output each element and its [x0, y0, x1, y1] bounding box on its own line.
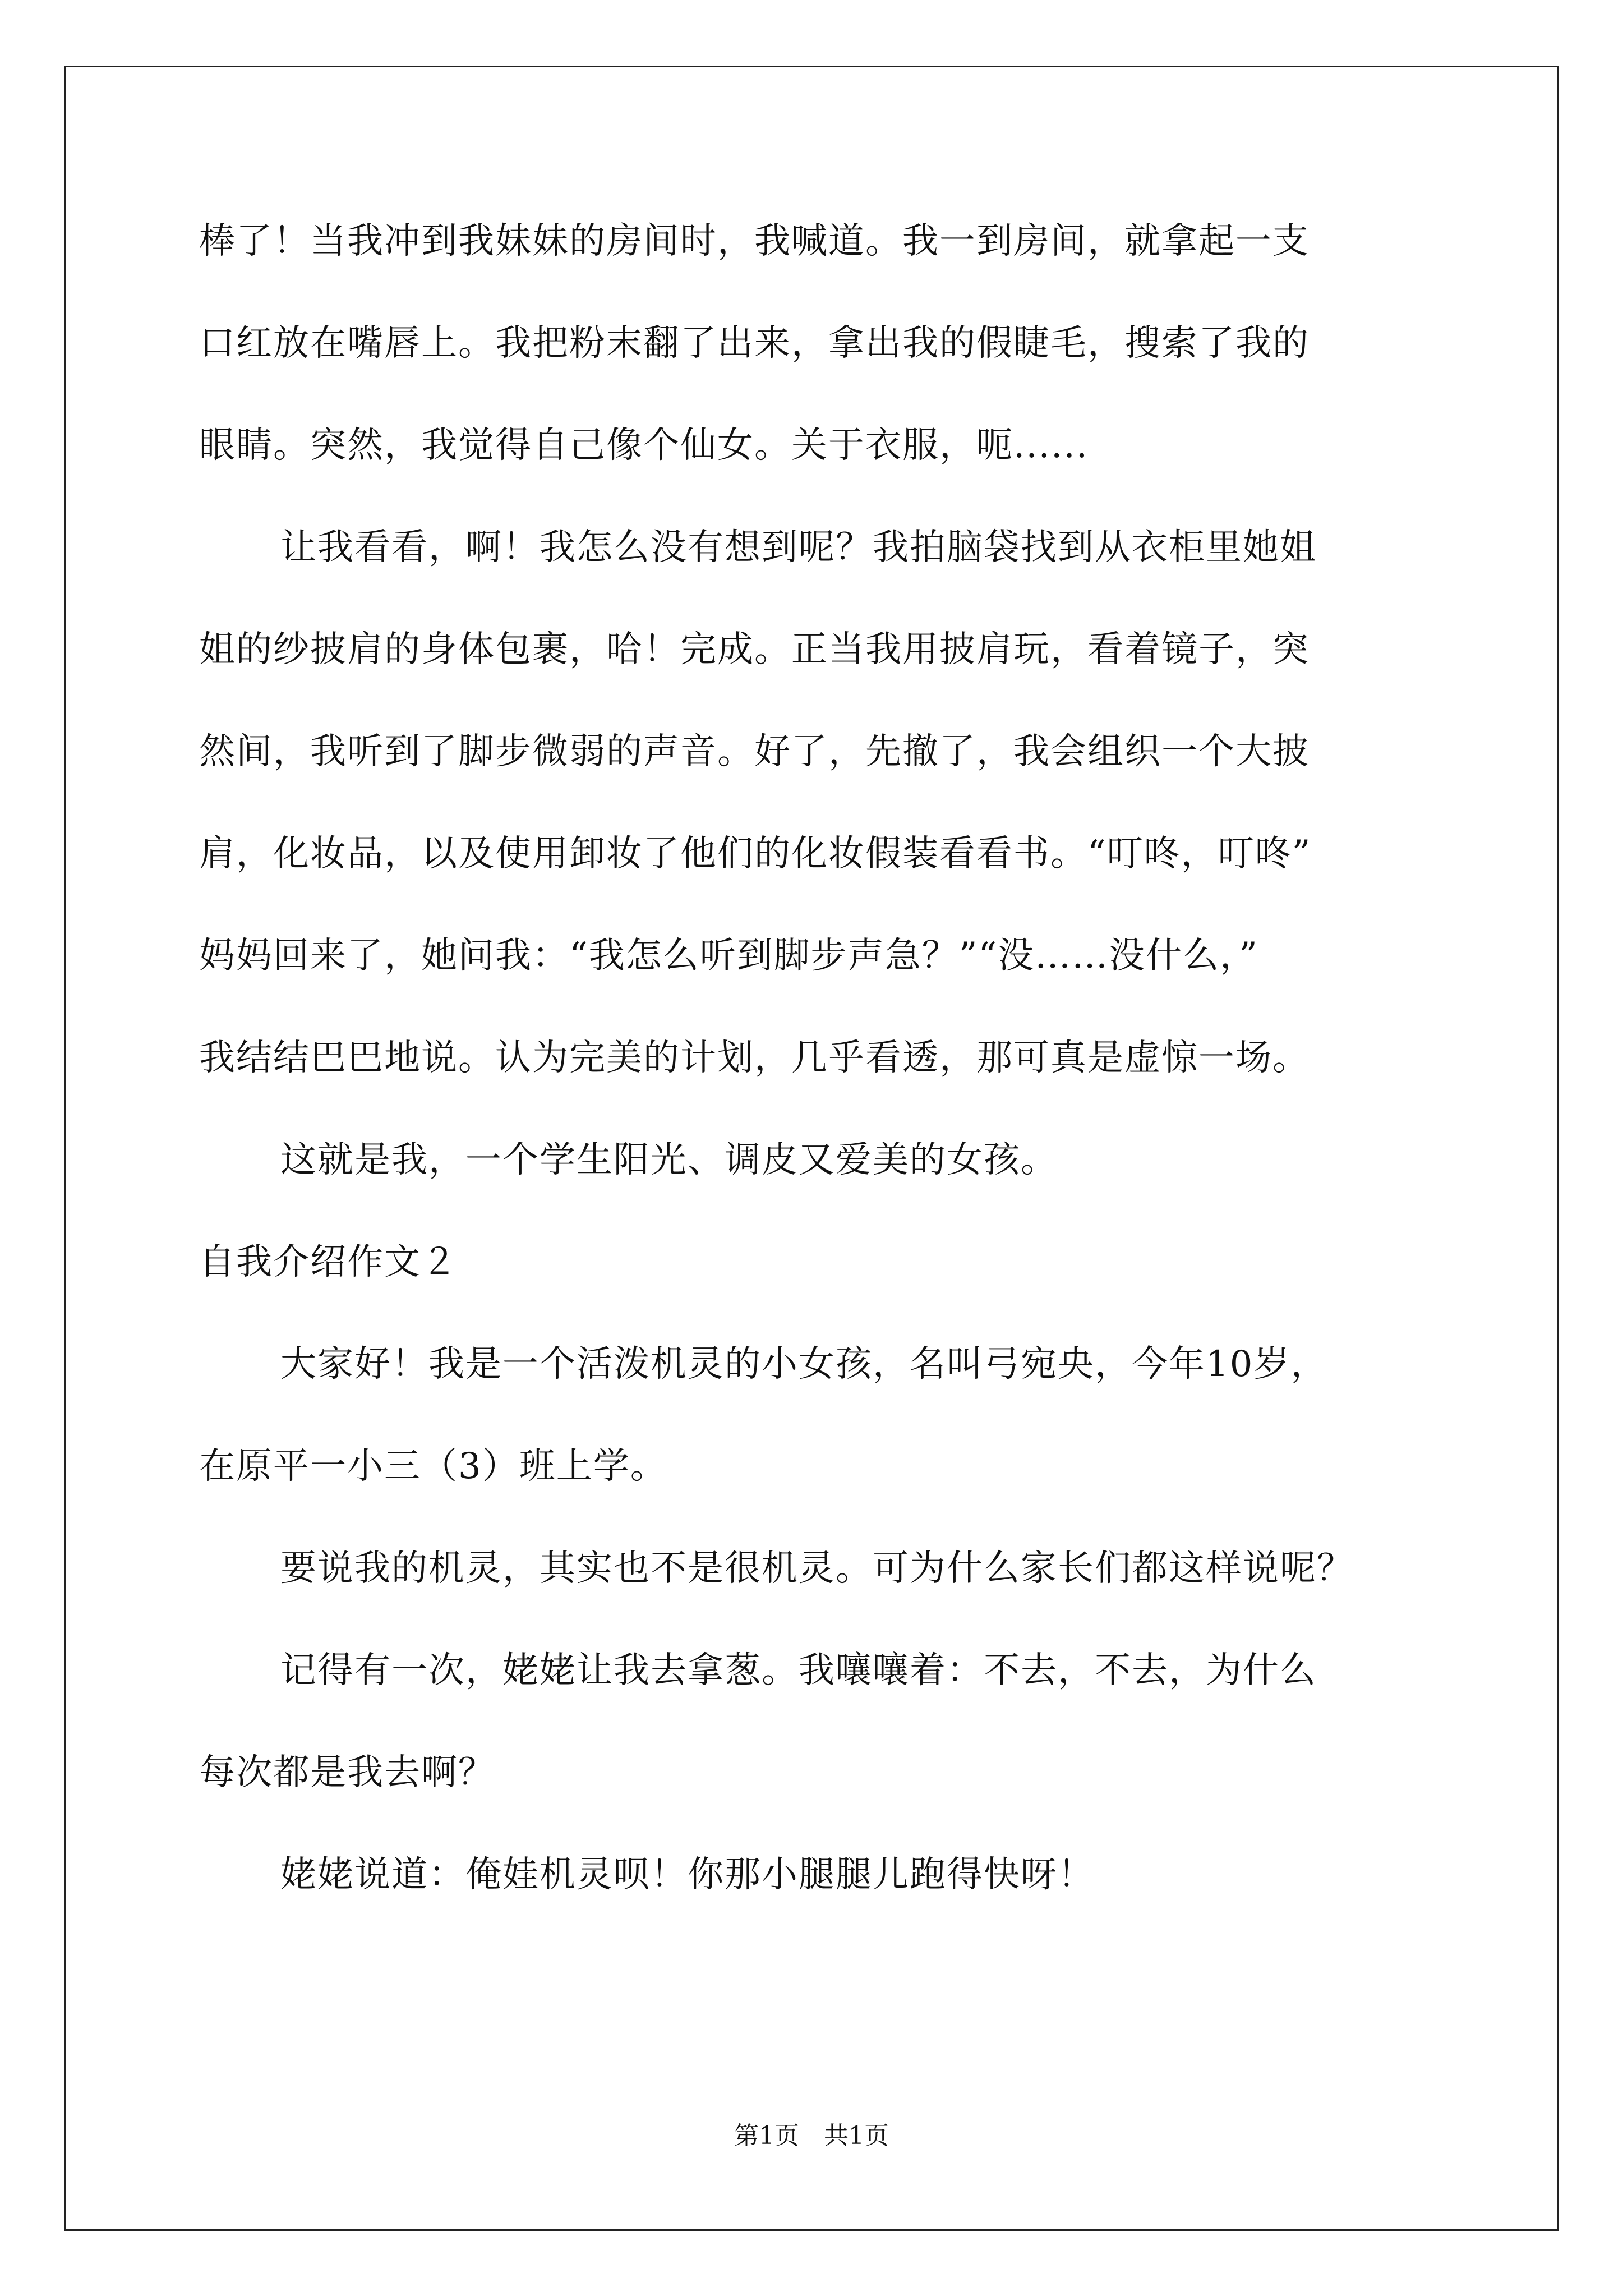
text-line: 在原平一小三（3）班上学。 [199, 1446, 667, 1487]
paragraph-start-line: 要说我的机灵，其实也不是很机灵。可为什么家长们都这样说呢？ [280, 1548, 1354, 1589]
text-line: 口红放在嘴唇上。我把粉末翻了出来，拿出我的假睫毛，搜索了我的 [199, 323, 1310, 364]
text-line: 棒了！当我冲到我妹妹的房间时，我喊道。我一到房间，就拿起一支 [199, 220, 1310, 262]
text-line: 每次都是我去啊？ [199, 1752, 495, 1793]
paragraph-start-line: 大家好！我是一个活泼机灵的小女孩，名叫弓宛央，今年10岁， [280, 1343, 1328, 1385]
section-heading: 自我介绍作文２ [199, 1241, 458, 1283]
paragraph-start-line: 让我看看，啊！我怎么没有想到呢？我拍脑袋找到从衣柜里她姐 [280, 527, 1317, 568]
page-footer: 第1页 共1页 [734, 2122, 889, 2150]
text-line: 我结结巴巴地说。认为完美的计划，几乎看透，那可真是虚惊一场。 [199, 1037, 1310, 1079]
paragraph-start-line: 记得有一次，姥姥让我去拿葱。我嚷嚷着：不去，不去，为什么 [280, 1650, 1317, 1691]
paragraph-start-line: 这就是我，一个学生阳光、调皮又爱美的女孩。 [280, 1139, 1058, 1181]
paragraph-start-line: 姥姥说道：俺娃机灵呗！你那小腿腿儿跑得快呀！ [280, 1854, 1095, 1895]
text-line: 肩，化妆品，以及使用卸妆了他们的化妆假装看看书。“叮咚，叮咚” [199, 833, 1312, 875]
text-line: 姐的纱披肩的身体包裹，哈！完成。正当我用披肩玩，看着镜子，突 [199, 629, 1310, 670]
text-line: 然间，我听到了脚步微弱的声音。好了，先撤了，我会组织一个大披 [199, 731, 1310, 772]
text-line: 眼睛。突然，我觉得自己像个仙女。关于衣服，呃...... [199, 425, 1089, 466]
text-line: 妈妈回来了，她问我：“我怎么听到脚步声急？”“没……没什么，” [199, 935, 1258, 977]
